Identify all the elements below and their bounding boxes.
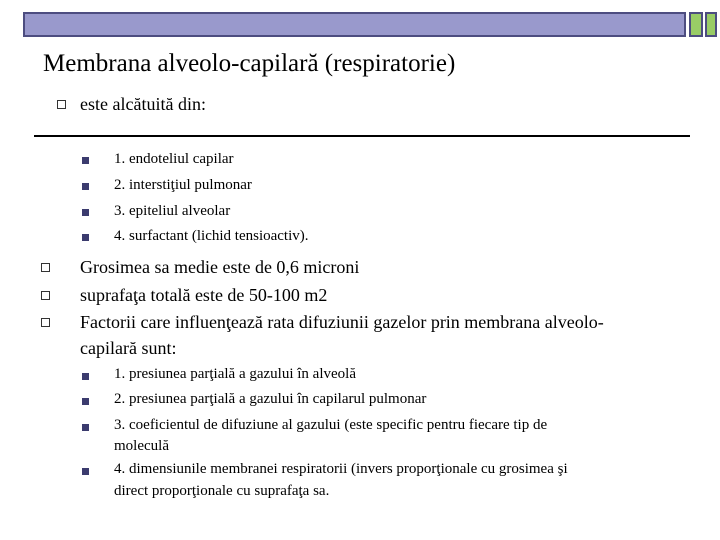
- filled-square-bullet-icon: [82, 424, 89, 431]
- filled-square-bullet-icon: [82, 183, 89, 190]
- filled-square-bullet-icon: [82, 209, 89, 216]
- list-item: 1. endoteliul capilar: [114, 151, 234, 167]
- list-item: 4. surfactant (lichid tensioactiv).: [114, 228, 309, 244]
- filled-square-bullet-icon: [82, 234, 89, 241]
- hollow-square-bullet-icon: [57, 100, 66, 109]
- list-item: 2. presiunea parţială a gazului în capilarul pulmonar: [114, 391, 427, 407]
- filled-square-bullet-icon: [82, 468, 89, 475]
- bullet-text: Factorii care influenţează rata difuziunii gazelor prin membrana alveolo-: [80, 312, 604, 332]
- list-item: 3. coeficientul de difuziune al gazului (este specific pentru fiecare tip de: [114, 417, 548, 433]
- list-item: 2. interstiţiul pulmonar: [114, 177, 252, 193]
- list-item: 4. dimensiunile membranei respiratorii (invers proporţionale cu grosimea şi: [114, 461, 568, 477]
- filled-square-bullet-icon: [82, 398, 89, 405]
- header-accent-block: [689, 12, 703, 37]
- list-item-continuation: moleculă: [114, 438, 169, 454]
- hollow-square-bullet-icon: [41, 291, 50, 300]
- slide-title: Membrana alveolo-capilară (respiratorie): [43, 50, 456, 77]
- header-accent-block: [705, 12, 717, 37]
- bullet-text: este alcătuită din:: [80, 94, 206, 114]
- filled-square-bullet-icon: [82, 373, 89, 380]
- bullet-text: Grosimea sa medie este de 0,6 microni: [80, 257, 360, 277]
- bullet-text-continuation: capilară sunt:: [80, 338, 177, 358]
- filled-square-bullet-icon: [82, 157, 89, 164]
- hollow-square-bullet-icon: [41, 263, 50, 272]
- list-item-continuation: direct proporţionale cu suprafaţa sa.: [114, 483, 330, 499]
- bullet-text: suprafaţa totală este de 50-100 m2: [80, 285, 328, 305]
- list-item: 3. epiteliul alveolar: [114, 203, 231, 219]
- slide-header-bar: [23, 12, 686, 37]
- hollow-square-bullet-icon: [41, 318, 50, 327]
- divider-line: [34, 135, 690, 137]
- list-item: 1. presiunea parţială a gazului în alveolă: [114, 366, 356, 382]
